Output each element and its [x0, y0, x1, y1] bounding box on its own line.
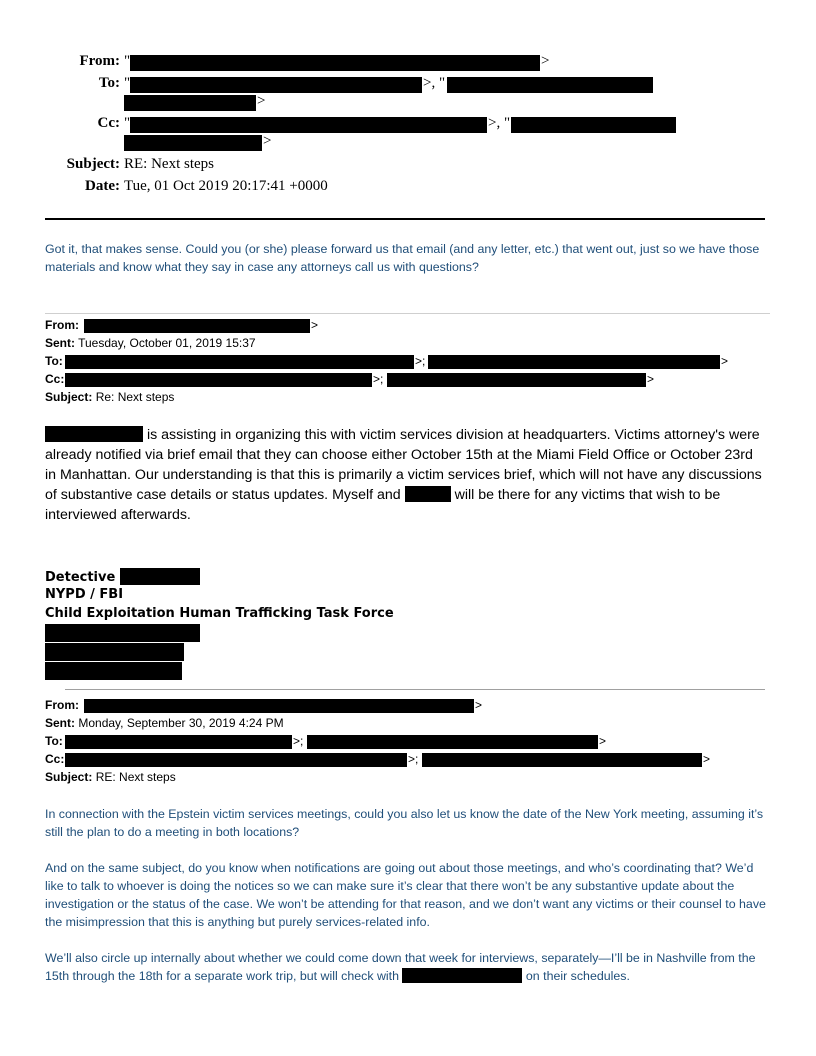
email3-cc-sep: >;: [408, 752, 419, 766]
to-quote: ": [124, 75, 131, 91]
redaction-block: [65, 355, 414, 369]
email3-from-close: >: [475, 698, 483, 712]
email2-cc-label: Cc:: [45, 372, 65, 386]
from-quote: ": [124, 53, 131, 69]
email2-from-close: >: [311, 318, 319, 332]
redaction-block: [447, 77, 653, 93]
email2-body: is assisting in organizing this with victim services division at headquarters. Victims attorney's were already notified via brief email that they can choose either October 15th at the Miami Field Office or October 23rd in Manhattan. Our understanding is that this is primarily a victim services brief, which will not have any discussions of substantive case details or status updates. Myself and will be there for any victims that wish to be interviewed afterwards.: [45, 427, 762, 523]
redaction-block: [130, 55, 540, 71]
redaction-block: [84, 319, 310, 333]
redaction-block: [45, 426, 143, 442]
email3-para1: In connection with the Epstein victim services meetings, could you also let us know the date of the New York meeting, assuming it’s still the plan to do a meeting in both locations?: [45, 807, 764, 839]
reply-body: Got it, that makes sense. Could you (or she) please forward us that email (and any letter, etc.) that went out, just so we have those materials and know what they say in case any attorneys call us with questions?: [45, 242, 760, 274]
signature-title: Detective: [45, 568, 200, 585]
email2-from-label: From:: [45, 318, 79, 332]
redaction-block: [307, 735, 598, 749]
to-label: To:: [98, 75, 120, 91]
email3-subject: Subject: RE: Next steps: [45, 770, 176, 784]
email3-to-close: >: [599, 734, 607, 748]
redaction-block: [45, 662, 182, 680]
redaction-block: [428, 355, 720, 369]
email3-to-label: To:: [45, 734, 63, 748]
email3-sent: Sent: Monday, September 30, 2019 4:24 PM: [45, 716, 284, 730]
redaction-block: [422, 753, 702, 767]
date-value: Tue, 01 Oct 2019 20:17:41 +0000: [124, 178, 328, 194]
redaction-block: [402, 968, 522, 983]
subject-value: RE: Next steps: [124, 156, 214, 172]
to-separator: >, ": [423, 75, 446, 91]
redaction-block: [45, 624, 200, 642]
email3-to-sep: >;: [293, 734, 304, 748]
date-label: Date:: [85, 178, 120, 194]
signature-org2: Child Exploitation Human Trafficking Task Force: [45, 606, 394, 621]
email3-from-label: From:: [45, 698, 79, 712]
redaction-block: [511, 117, 676, 133]
redaction-block: [130, 77, 422, 93]
email2-to-sep: >;: [415, 354, 426, 368]
cc-quote: ": [124, 115, 131, 131]
cc-separator: >, ": [488, 115, 511, 131]
email3-cc-label: Cc:: [45, 752, 65, 766]
redaction-block: [124, 135, 262, 151]
email2-to-label: To:: [45, 354, 63, 368]
email3-para2: And on the same subject, do you know when notifications are going out about those meetings, and who’s coordinating that? We’d like to talk to whoever is doing the notices so we can make sure it’s clear that there won’t be any substantive update about the investigation or the status of the case. We won’t be attending for that reason, and we don’t want any victims or their counsel to have the misimpression that this is anything but purely services-related info.: [45, 861, 766, 929]
redaction-block: [45, 643, 184, 661]
email3-para3: We’ll also circle up internally about whether we could come down that week for interviews, separately—I’ll be in Nashville from the 15th through the 18th for a separate work trip, but will check with on their schedules.: [45, 951, 756, 983]
redaction-block: [124, 95, 256, 111]
from-close: >: [541, 53, 550, 69]
redaction-block: [84, 699, 474, 713]
redaction-block: [405, 486, 451, 502]
redaction-block: [65, 373, 372, 387]
email-divider: [65, 689, 765, 690]
redaction-block: [65, 735, 292, 749]
email2-cc-sep: >;: [373, 372, 384, 386]
email2-cc-close: >: [647, 372, 655, 386]
redaction-block: [65, 753, 407, 767]
redaction-block: [120, 568, 200, 585]
redaction-block: [387, 373, 646, 387]
email-divider: [45, 313, 770, 314]
cc-label: Cc:: [97, 115, 120, 131]
email2-subject: Subject: Re: Next steps: [45, 390, 175, 404]
subject-label: Subject:: [66, 156, 120, 172]
from-label: From:: [79, 53, 120, 69]
to-close: >: [257, 93, 266, 109]
email2-sent: Sent: Tuesday, October 01, 2019 15:37: [45, 336, 256, 350]
redaction-block: [130, 117, 487, 133]
signature-org1: NYPD / FBI: [45, 587, 124, 602]
email2-to-close: >: [721, 354, 729, 368]
cc-close: >: [263, 133, 272, 149]
header-divider: [45, 218, 765, 220]
email3-cc-close: >: [703, 752, 711, 766]
